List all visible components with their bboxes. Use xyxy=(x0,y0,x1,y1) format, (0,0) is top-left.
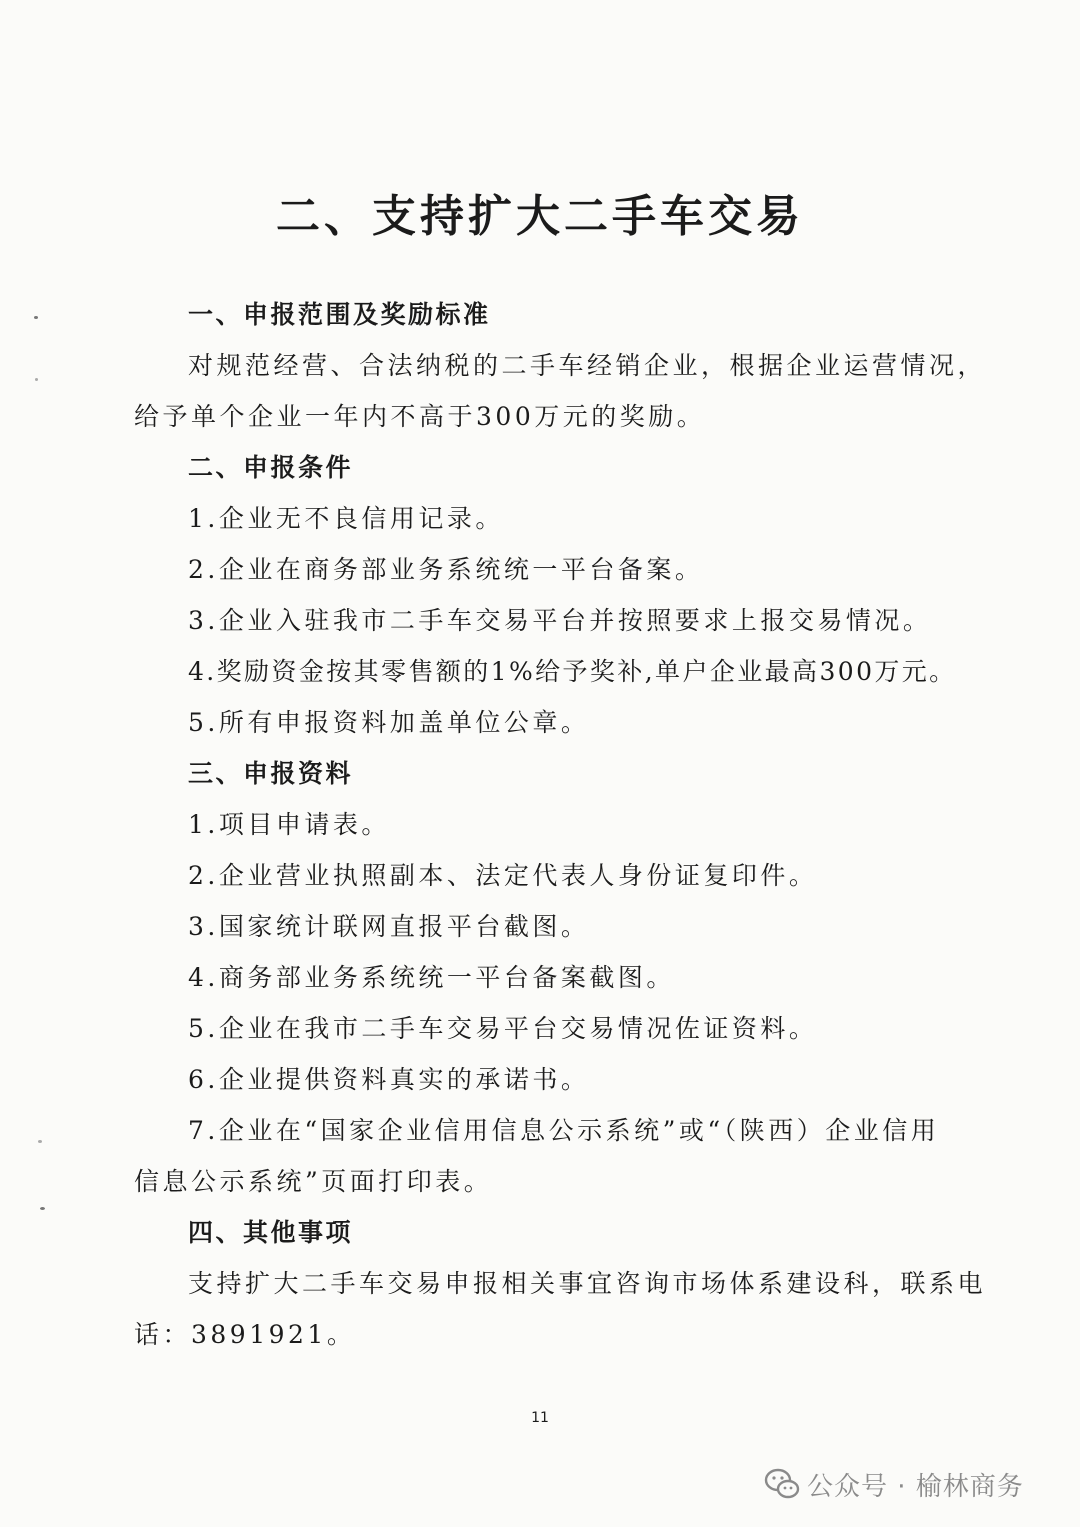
list-item: 3.国家统计联网直报平台截图。 xyxy=(188,912,590,941)
list-item: 1.企业无不良信用记录。 xyxy=(188,504,504,533)
list-item: 4.商务部业务系统统一平台备案截图。 xyxy=(188,963,675,992)
section-heading-conditions: 二、申报条件 xyxy=(188,453,354,482)
list-item: 2.企业营业执照副本、法定代表人身份证复印件。 xyxy=(188,861,818,890)
section-heading-other: 四、其他事项 xyxy=(188,1218,354,1247)
page-number: 11 xyxy=(531,1410,549,1426)
document-title: 二、支持扩大二手车交易 xyxy=(276,191,804,242)
wechat-icon xyxy=(763,1467,801,1501)
scan-speck xyxy=(35,378,38,381)
list-item: 5.所有申报资料加盖单位公章。 xyxy=(188,708,590,737)
list-item: 7.企业在“国家企业信用信息公示系统”或“（陕西）企业信用 xyxy=(188,1116,940,1145)
paragraph-line: 给予单个企业一年内不高于300万元的奖励。 xyxy=(134,402,706,431)
list-item: 2.企业在商务部业务系统统一平台备案。 xyxy=(188,555,704,584)
paragraph-line: 话：3891921。 xyxy=(134,1320,356,1349)
scan-speck xyxy=(38,1140,42,1143)
scan-speck xyxy=(34,316,38,319)
section-heading-materials: 三、申报资料 xyxy=(188,759,354,788)
list-item: 5.企业在我市二手车交易平台交易情况佐证资料。 xyxy=(188,1014,818,1043)
paragraph-line: 对规范经营、合法纳税的二手车经销企业，根据企业运营情况， xyxy=(188,351,987,380)
list-item-continuation: 信息公示系统”页面打印表。 xyxy=(134,1167,493,1196)
watermark-text: 公众号 · 榆林商务 xyxy=(807,1471,1024,1502)
list-item: 1.项目申请表。 xyxy=(188,810,390,839)
list-item: 3.企业入驻我市二手车交易平台并按照要求上报交易情况。 xyxy=(188,606,932,635)
list-item: 6.企业提供资料真实的承诺书。 xyxy=(188,1065,590,1094)
scan-speck xyxy=(40,1207,45,1210)
list-item: 4.奖励资金按其零售额的1%给予奖补,单户企业最高300万元。 xyxy=(188,657,957,686)
watermark xyxy=(763,1466,1024,1502)
paragraph-line: 支持扩大二手车交易申报相关事宜咨询市场体系建设科，联系电 xyxy=(188,1269,987,1298)
section-heading-scope: 一、申报范围及奖励标准 xyxy=(188,300,491,329)
